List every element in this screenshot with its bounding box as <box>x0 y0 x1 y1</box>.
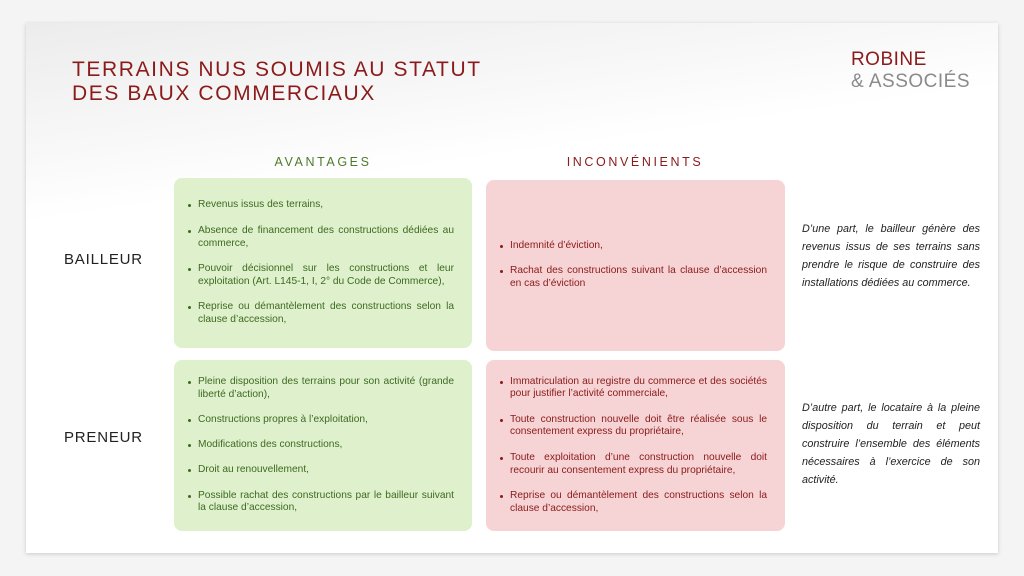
bailleur-drawbacks-box <box>486 180 785 351</box>
slide-title <box>72 58 502 106</box>
list-item: Rachat des constructions suivant la clause d’accession en cas d’éviction <box>496 265 767 291</box>
logo-line-1: ROBINE <box>850 49 927 70</box>
list-item: Droit au renouvellement, <box>184 464 454 477</box>
preneur-drawbacks-list <box>496 376 767 516</box>
list-item: Toute exploitation d’une construction nouvelle doit recourir au consentement express du propriétaire, <box>496 452 767 478</box>
preneur-note: D’autre part, le locataire à la pleine disposition du terrain et peut construire l’ensemble des éléments nécessaires à l’exercice de son activité. <box>802 402 980 486</box>
logo-line-2: & ASSOCIÉS <box>850 71 970 92</box>
list-item: Modifications des constructions, <box>184 439 454 452</box>
row-label-bailleur: BAILLEUR <box>64 251 143 268</box>
list-item: Revenus issus des terrains, <box>184 199 454 212</box>
company-logo <box>851 49 970 93</box>
list-item: Absence de financement des constructions dédiées au commerce, <box>184 225 454 251</box>
list-item: Possible rachat des constructions par le bailleur suivant la clause d’accession, <box>184 490 454 516</box>
drawbacks-heading: INCONVÉNIENTS <box>566 155 704 169</box>
list-item: Reprise ou démantèlement des constructions selon la clause d’accession, <box>496 490 767 516</box>
bailleur-drawbacks-list <box>496 240 767 291</box>
list-item: Pleine disposition des terrains pour son activité (grande liberté d’action), <box>184 376 454 402</box>
slide <box>26 23 998 553</box>
bailleur-note: D’une part, le bailleur génère des revenus issus de ses terrains sans prendre le risque de construire des installations dédiées au commerce. <box>802 223 980 289</box>
preneur-advantages-box <box>174 360 472 531</box>
preneur-drawbacks-box <box>486 360 785 531</box>
list-item: Constructions propres à l’exploitation, <box>184 414 454 427</box>
list-item: Pouvoir décisionnel sur les constructions et leur exploitation (Art. L145-1, I, 2° du Code de Commerce), <box>184 263 454 289</box>
bailleur-advantages-list <box>184 199 454 326</box>
bailleur-advantages-box <box>174 178 472 348</box>
list-item: Indemnité d’éviction, <box>496 240 767 253</box>
title-line-2: DES BAUX COMMERCIAUX <box>72 82 376 105</box>
advantages-heading: AVANTAGES <box>274 155 372 169</box>
list-item: Toute construction nouvelle doit être réalisée sous le consentement express du propriétaire, <box>496 414 767 440</box>
preneur-advantages-list <box>184 376 454 516</box>
row-label-preneur: PRENEUR <box>64 429 143 446</box>
list-item: Immatriculation au registre du commerce et des sociétés pour justifier l’activité commerciale, <box>496 376 767 402</box>
list-item: Reprise ou démantèlement des constructions selon la clause d’accession, <box>184 301 454 327</box>
title-line-1: TERRAINS NUS SOUMIS AU STATUT <box>72 58 482 81</box>
